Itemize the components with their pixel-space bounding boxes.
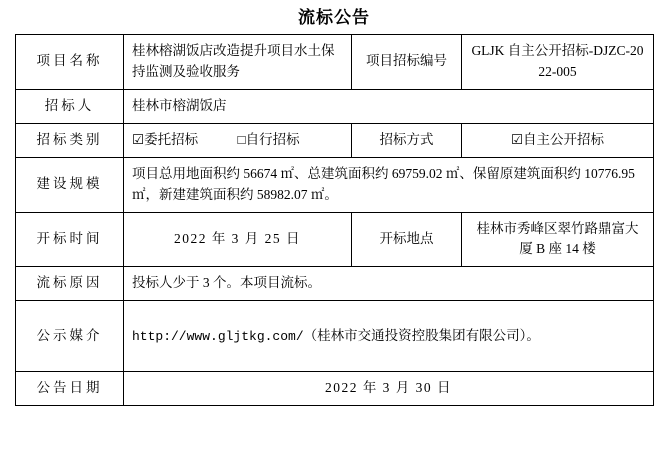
media-url[interactable]: http://www.gljtkg.com/ (132, 328, 304, 344)
notice-date-label: 公告日期 (16, 372, 124, 406)
tender-method-label: 招标方式 (352, 123, 462, 157)
table-row (16, 89, 654, 123)
tender-type-label: 招标类别 (16, 123, 124, 157)
fail-reason-label: 流标原因 (16, 267, 124, 301)
notice-table (15, 34, 654, 406)
media-value (124, 301, 654, 372)
project-name-label: 项目名称 (16, 35, 124, 90)
project-name-value: 桂林榕湖饭店改造提升项目水土保持监测及验收服务 (124, 35, 352, 90)
notice-date-value: 2022 年 3 月 30 日 (124, 372, 654, 406)
open-place-value: 桂林市秀峰区翠竹路鼎富大厦 B 座 14 楼 (462, 212, 654, 267)
checkbox-self-tender[interactable]: □自行招标 (237, 131, 300, 147)
table-row (16, 267, 654, 301)
open-time-value: 2022 年 3 月 25 日 (124, 212, 352, 267)
scale-label: 建设规模 (16, 157, 124, 212)
table-row (16, 123, 654, 157)
table-row (16, 212, 654, 267)
tender-no-label: 项目招标编号 (352, 35, 462, 90)
checkbox-entrusted-tender[interactable]: ☑委托招标 (132, 131, 199, 147)
tenderer-label: 招标人 (16, 89, 124, 123)
media-suffix: （桂林市交通投资控股集团有限公司）。 (303, 327, 540, 343)
tender-type-options (124, 123, 352, 157)
tender-method-value[interactable]: ☑自主公开招标 (462, 123, 654, 157)
open-place-label: 开标地点 (352, 212, 462, 267)
tenderer-value: 桂林市榕湖饭店 (124, 89, 654, 123)
scale-value: 项目总用地面积约 56674 ㎡、总建筑面积约 69759.02 ㎡、保留原建筑面积约 10776.95 ㎡，新建建筑面积约 58982.07 ㎡。 (124, 157, 654, 212)
table-row (16, 372, 654, 406)
media-label: 公示媒介 (16, 301, 124, 372)
fail-reason-value: 投标人少于 3 个。本项目流标。 (124, 267, 654, 301)
page-title: 流标公告 (298, 8, 370, 27)
tender-no-value: GLJK 自主公开招标-DJZC-2022-005 (462, 35, 654, 90)
table-row (16, 301, 654, 372)
open-time-label: 开标时间 (16, 212, 124, 267)
table-row (16, 157, 654, 212)
table-row (16, 35, 654, 90)
